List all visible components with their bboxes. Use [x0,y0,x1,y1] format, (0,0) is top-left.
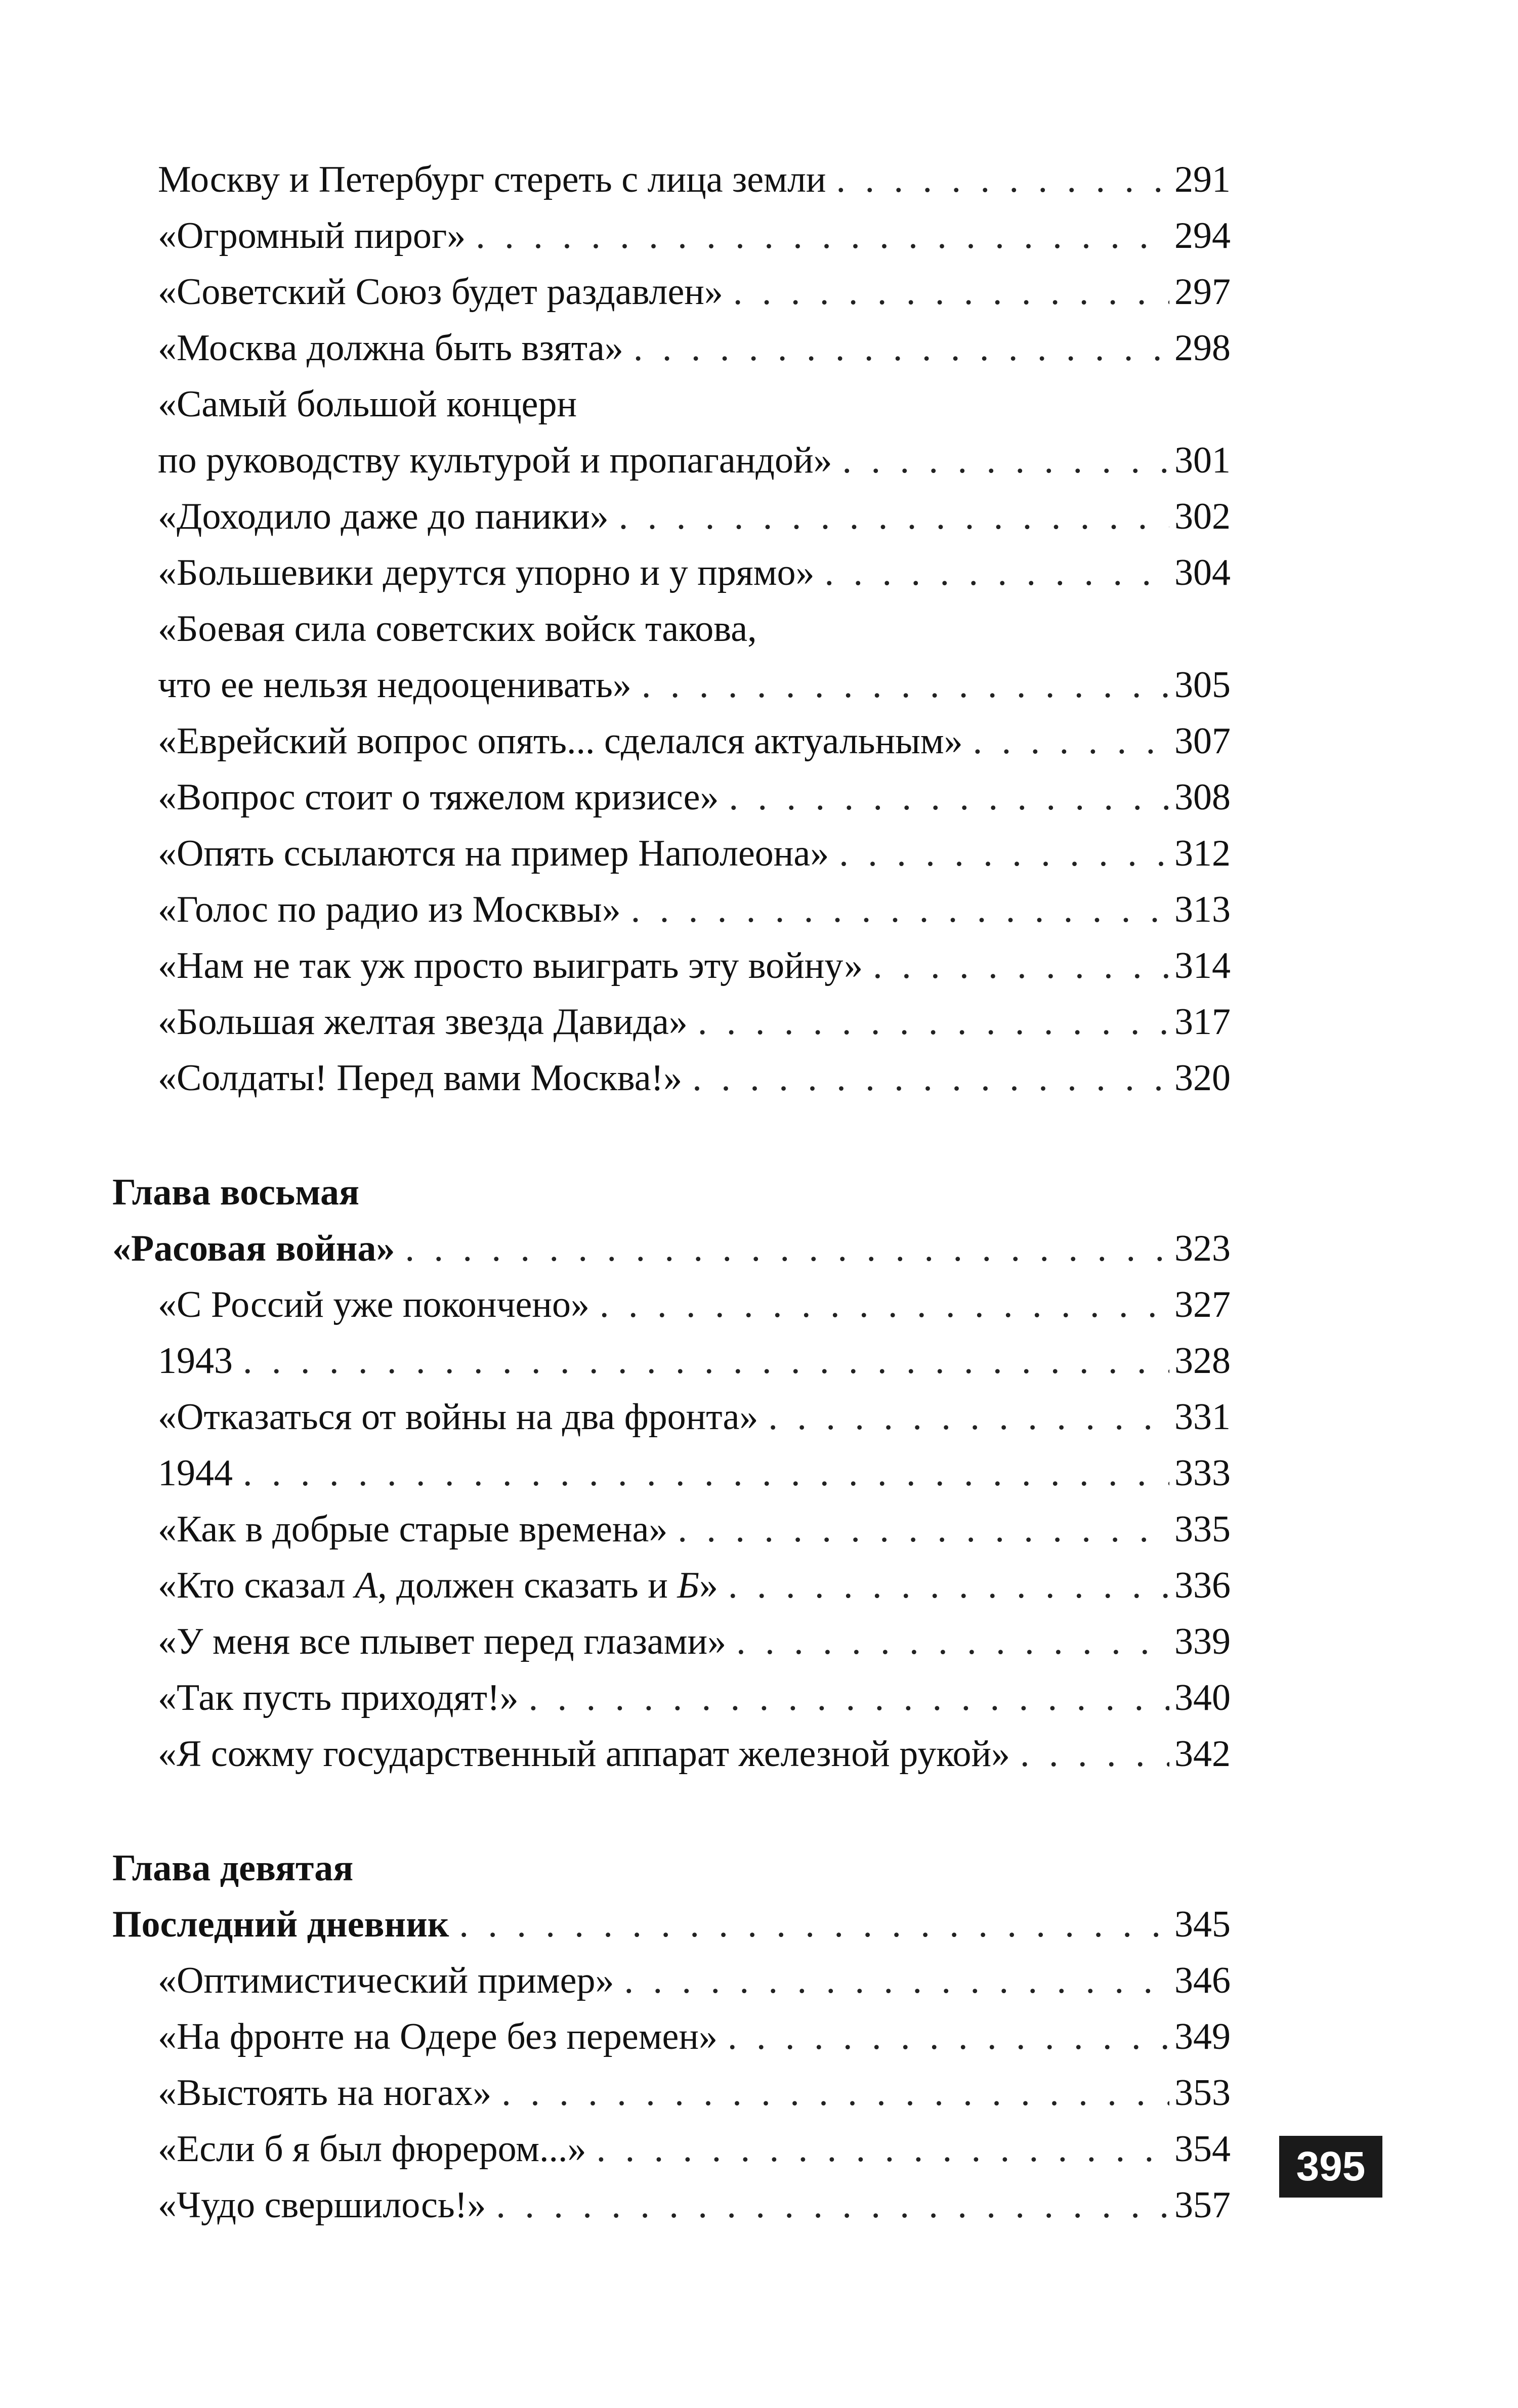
toc-entry-page: 317 [1174,1001,1231,1043]
toc-entry[interactable] [112,994,1231,1050]
dot-leader [728,1558,1169,1614]
toc-entry-page: 335 [1174,1509,1231,1550]
toc-entry[interactable] [112,657,1231,713]
toc-entry[interactable] [112,882,1231,938]
toc-entry-title: «Большевики дерутся упорно и у прямо» [158,552,815,593]
dot-leader [597,2121,1169,2177]
dot-leader [619,489,1169,545]
toc-entry-title: «Нам не так уж просто выиграть эту войну» [158,945,863,986]
toc-entry[interactable] [112,1050,1231,1106]
toc-entry-page: 331 [1174,1396,1231,1438]
dot-leader [634,320,1169,376]
toc-entry-page: 291 [1174,159,1231,200]
toc-entry-page: 328 [1174,1340,1231,1382]
dot-leader [728,2009,1169,2065]
chapter-label: Глава восьмая [112,1172,360,1213]
toc-entry-title: «Так пусть приходят!» [158,1677,519,1718]
toc-entry-page: 305 [1174,664,1231,706]
dot-leader [243,1445,1169,1501]
dot-leader [459,1897,1169,1953]
toc-entry-page: 313 [1174,889,1231,930]
toc-entry-title: «Опять ссылаются на пример Наполеона» [158,833,829,874]
toc-entry-page: 357 [1174,2184,1231,2226]
table-of-contents [112,152,1231,2233]
toc-entry-page: 339 [1174,1621,1231,1662]
page-number-badge: 395 [1279,2136,1382,2198]
toc-entry[interactable] [112,1558,1231,1614]
toc-entry[interactable] [112,1277,1231,1333]
dot-leader [642,657,1169,713]
toc-entry-page: 320 [1174,1057,1231,1099]
dot-leader [624,1953,1169,2009]
toc-entry-title: «Огромный пирог» [158,215,466,256]
dot-leader [501,2065,1169,2121]
toc-entry[interactable] [112,1501,1231,1558]
toc-entry-title-mid: , должен сказать и [377,1565,678,1606]
toc-entry-title: «Солдаты! Перед вами Москва!» [158,1057,683,1099]
toc-entry[interactable] [112,769,1231,826]
toc-entry-title: «Вопрос стоит о тяжелом кризисе» [158,777,719,818]
dot-leader [692,1050,1169,1106]
toc-entry-title-line1: «Боевая сила советских войск такова, [158,608,757,650]
toc-entry-page: 301 [1174,440,1231,481]
toc-entry-title: «На фронте на Одере без перемен» [158,2016,718,2057]
toc-entry-page: 346 [1174,1960,1231,2001]
toc-entry-title: «Доходило даже до паники» [158,496,609,537]
toc-entry-page: 298 [1174,327,1231,369]
dot-leader [600,1277,1169,1333]
chapter-page: 345 [1174,1904,1231,1945]
toc-entry-page: 336 [1174,1565,1231,1606]
toc-entry-page: 304 [1174,552,1231,593]
toc-entry-page: 327 [1174,1284,1231,1325]
toc-entry-title: 1944 [158,1452,233,1494]
toc-entry-title: Москву и Петербург стереть с лица земли [158,159,826,200]
toc-entry[interactable] [112,2177,1231,2233]
toc-entry-page: 312 [1174,833,1231,874]
toc-entry-title: «Выстоять на ногах» [158,2072,492,2114]
toc-entry[interactable] [112,1614,1231,1670]
toc-entry-title: «Голос по радио из Москвы» [158,889,621,930]
dot-leader [476,208,1169,264]
dot-leader [836,152,1169,208]
toc-entry[interactable] [112,713,1231,769]
toc-entry[interactable] [112,2121,1231,2177]
toc-entry[interactable] [112,1670,1231,1726]
toc-entry-title: «Отказаться от войны на два фронта» [158,1396,758,1438]
dot-leader [496,2177,1169,2233]
toc-entry[interactable] [112,1953,1231,2009]
dot-leader [405,1221,1169,1277]
toc-entry-page: 353 [1174,2072,1231,2114]
toc-entry-page: 297 [1174,271,1231,313]
toc-entry[interactable] [112,1726,1231,1782]
toc-entry-title: 1943 [158,1340,233,1382]
toc-entry-title [158,1558,718,1614]
toc-entry-page: 307 [1174,720,1231,762]
toc-entry-title: «Если б я был фюрером...» [158,2128,586,2170]
toc-entry[interactable] [112,320,1231,376]
dot-leader [825,545,1169,601]
toc-entry[interactable] [112,264,1231,320]
chapter-page: 323 [1174,1228,1231,1269]
dot-leader [1020,1726,1169,1782]
toc-entry-page: 354 [1174,2128,1231,2170]
dot-leader [529,1670,1169,1726]
toc-entry-title: «Оптимистический пример» [158,1960,614,2001]
dot-leader [768,1389,1169,1445]
toc-entry[interactable] [112,1445,1231,1501]
chapter-title: «Расовая война» [112,1228,395,1269]
toc-entry-page: 302 [1174,496,1231,537]
toc-entry-title: «У меня все плывет перед глазами» [158,1621,727,1662]
dot-leader [733,264,1169,320]
dot-leader [698,994,1169,1050]
toc-entry-title: что ее нельзя недооценивать» [158,664,631,706]
toc-entry-title: «Как в добрые старые времена» [158,1509,668,1550]
toc-entry-title: «С Россий уже покончено» [158,1284,589,1325]
toc-entry-page: 340 [1174,1677,1231,1718]
dot-leader [243,1333,1169,1389]
toc-entry-page: 349 [1174,2016,1231,2057]
dot-leader [839,826,1169,882]
toc-entry[interactable] [112,938,1231,994]
toc-entry-title-suffix: » [699,1565,719,1606]
toc-entry-title: по руководству культурой и пропагандой» [158,440,832,481]
dot-leader [873,938,1169,994]
toc-entry-title-prefix: «Кто сказал [158,1565,355,1606]
toc-entry[interactable] [112,1389,1231,1445]
toc-entry-title: «Большая желтая звезда Давида» [158,1001,688,1043]
toc-entry[interactable] [112,2009,1231,2065]
toc-entry[interactable] [112,2065,1231,2121]
toc-entry-page: 333 [1174,1452,1231,1494]
toc-entry-title: «Москва должна быть взята» [158,327,623,369]
chapter-heading[interactable] [112,1897,1231,1953]
dot-leader [842,433,1169,489]
toc-entry[interactable] [112,152,1231,208]
chapter-title: Последний дневник [112,1904,449,1945]
toc-entry-title-italic-a: А [355,1565,378,1606]
chapter-heading[interactable] [112,1221,1231,1277]
dot-leader [736,1614,1169,1670]
chapter-label: Глава девятая [112,1847,354,1889]
dot-leader [729,769,1169,826]
toc-entry[interactable] [112,433,1231,489]
toc-entry[interactable] [112,208,1231,264]
toc-entry[interactable] [112,1333,1231,1389]
toc-entry[interactable] [112,826,1231,882]
toc-entry[interactable] [112,545,1231,601]
toc-entry-page: 342 [1174,1733,1231,1775]
toc-entry-page: 294 [1174,215,1231,256]
toc-entry-title-line1: «Самый большой концерн [158,383,577,425]
toc-entry-page: 314 [1174,945,1231,986]
dot-leader [678,1501,1169,1558]
toc-entry[interactable] [112,489,1231,545]
toc-entry-title-italic-b: Б [677,1565,700,1606]
toc-entry-title: «Советский Союз будет раздавлен» [158,271,723,313]
toc-entry-title: «Еврейский вопрос опять... сделался актуальным» [158,720,963,762]
toc-entry-page: 308 [1174,777,1231,818]
toc-entry-title: «Чудо свершилось!» [158,2184,486,2226]
toc-entry-title: «Я сожму государственный аппарат железной рукой» [158,1733,1010,1775]
dot-leader [631,882,1169,938]
dot-leader [973,713,1169,769]
